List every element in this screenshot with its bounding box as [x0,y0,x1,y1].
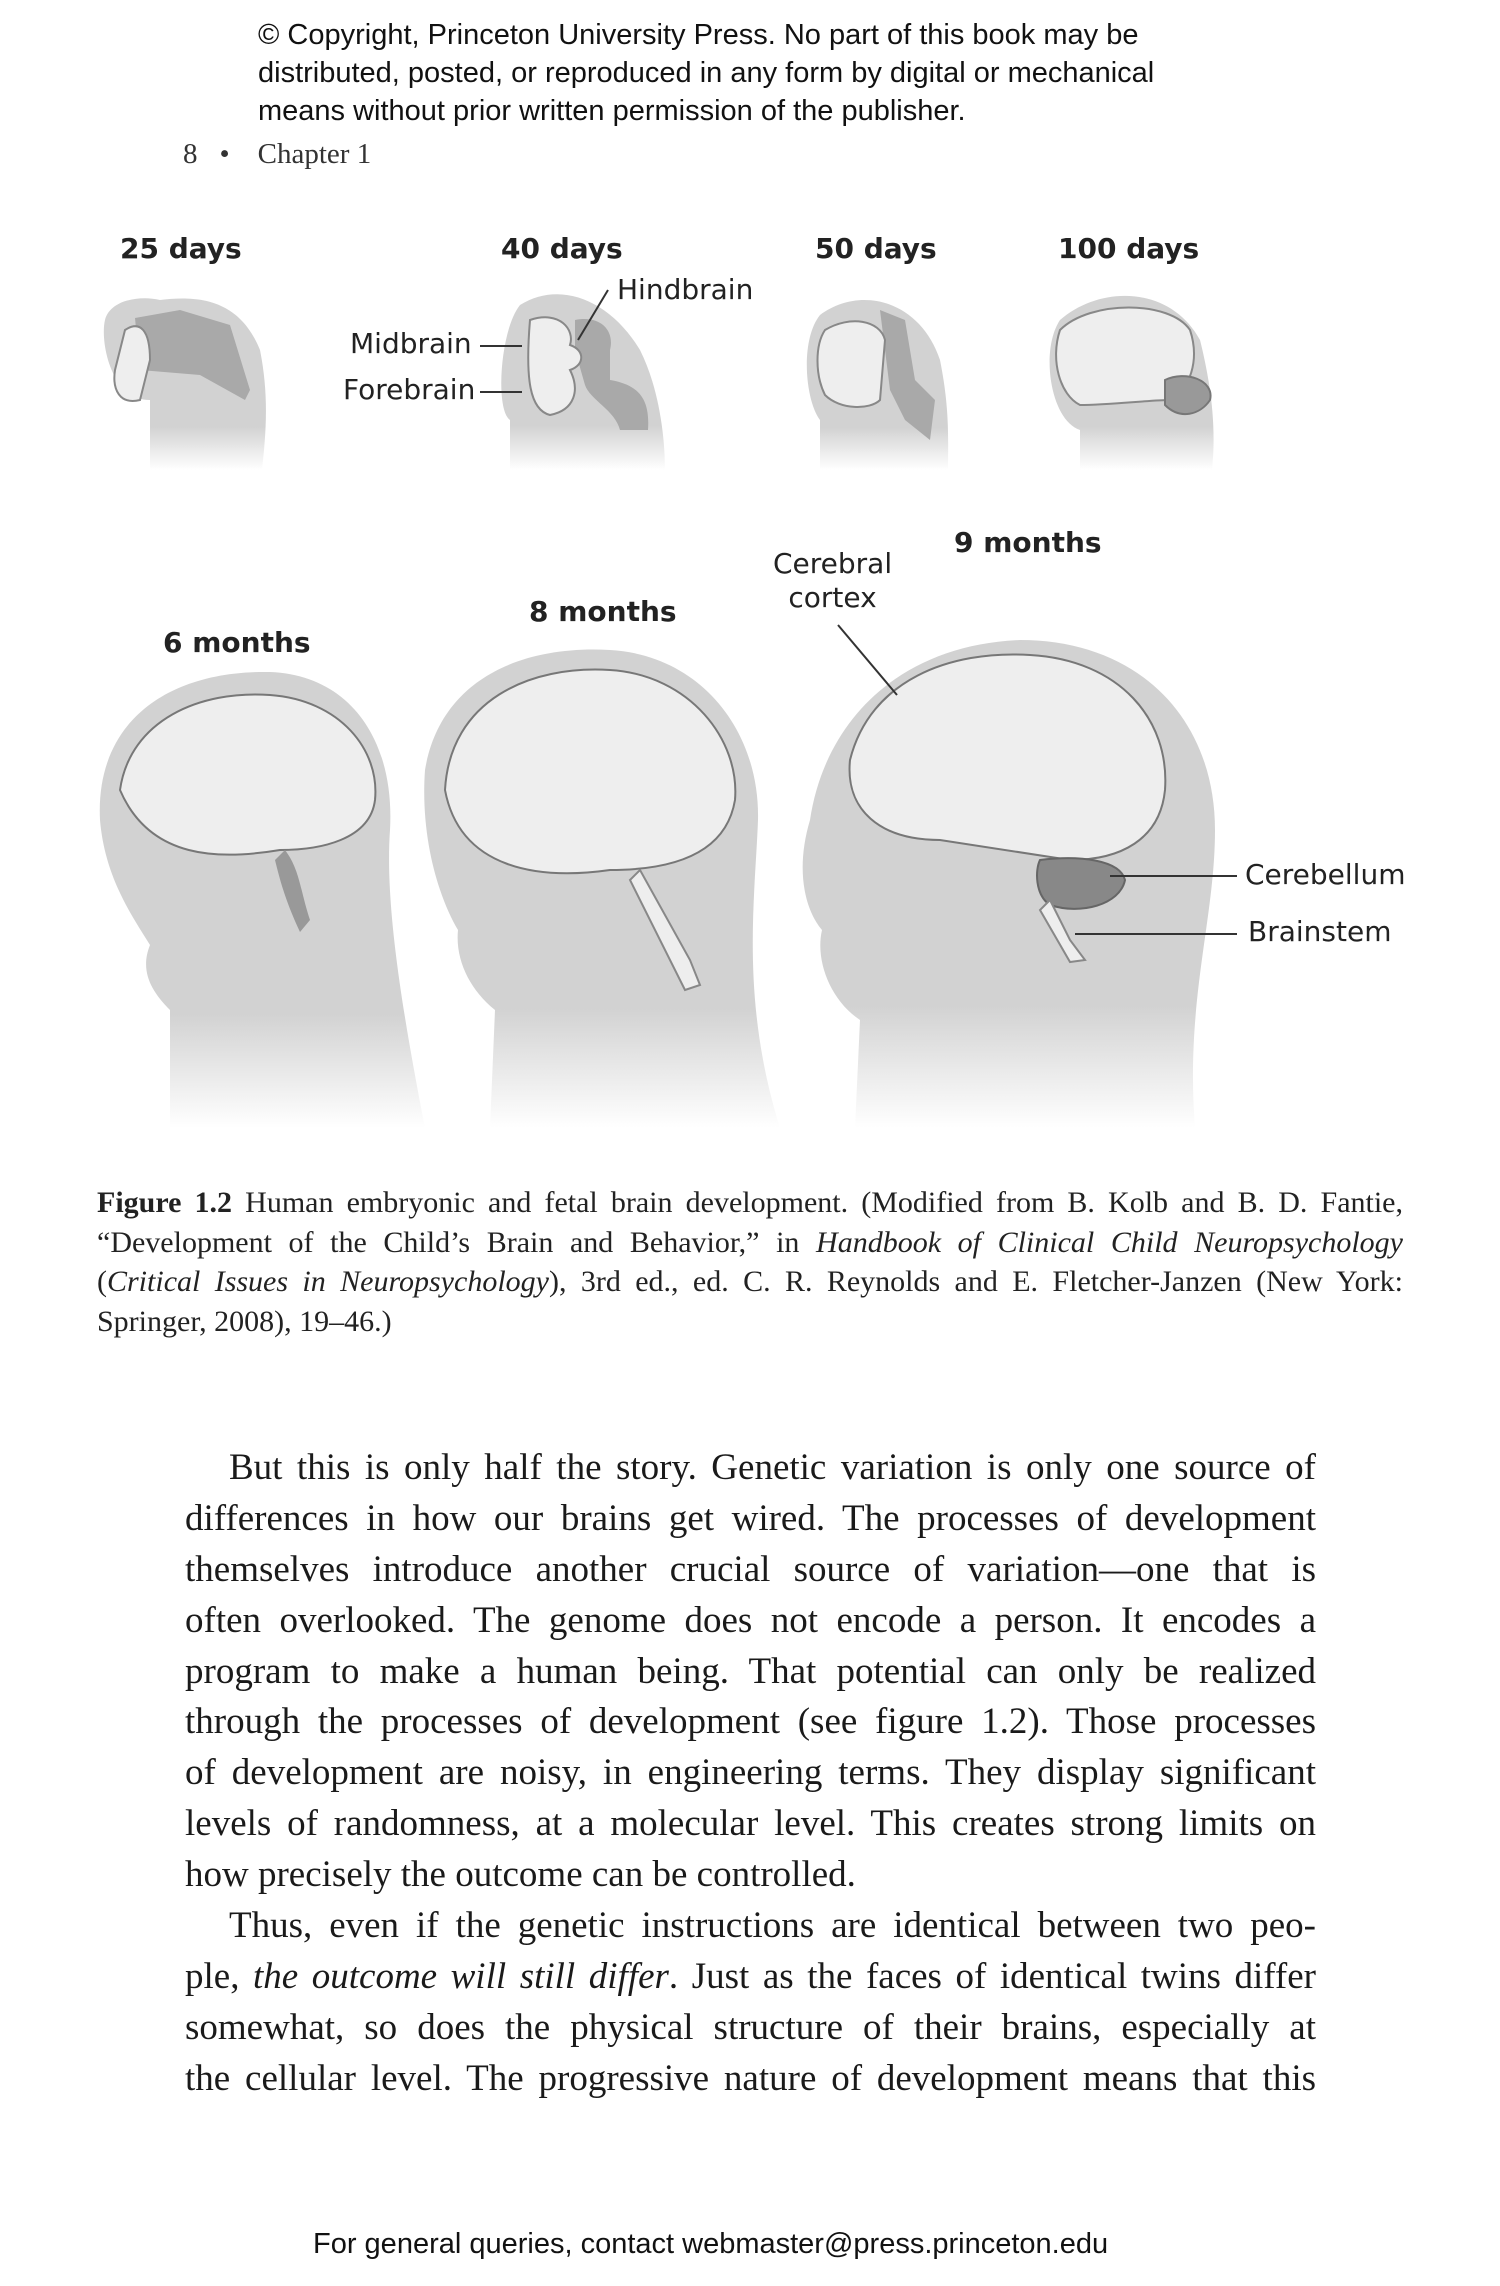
stage-label-6-months: 6 months [163,626,311,659]
caption-line [97,1223,1403,1263]
label-line: Cerebral [773,547,893,580]
body-line: Thus, even if the genetic instructions are identical between two peo- [229,1905,1316,1947]
footer-contact: For general queries, contact webmaster@press.princeton.edu [313,2228,1109,2260]
body-line: the cellular level. The progressive nature of development means that this [185,2057,1316,2099]
copyright-line: © Copyright, Princeton University Press. No part of this book may be [258,19,1139,51]
stage-label-50-days: 50 days [815,232,937,265]
caption-line [97,1262,1403,1302]
caption-book-title: Handbook of Clinical Child Neuropsychology [816,1225,1403,1259]
caption-line: Springer, 2008), 19–46.) [97,1304,392,1338]
caption-text: ), 3rd ed., ed. C. R. Reynolds and E. Fletcher-Janzen (New York: [548,1265,1403,1298]
figure-caption [97,1183,1403,1341]
bullet: • [219,138,230,170]
copyright-line: means without prior written permission of the publisher. [258,95,966,127]
label-line: cortex [788,581,877,614]
caption-text: “Development of the Child’s Brain and Behavior,” in [97,1225,817,1259]
body-emphasis: the outcome will still differ [253,1955,669,1997]
fetus-6-months [100,672,425,1128]
embryo-40-days [480,290,665,470]
stage-label-8-months: 8 months [529,595,677,628]
copyright-line: distributed, posted, or reproduced in any form by digital or mechanical [258,57,1155,89]
label-midbrain: Midbrain [350,327,472,360]
body-line [185,1952,1316,2003]
embryo-50-days [807,300,948,470]
stage-label-9-months: 9 months [954,526,1102,559]
label-forebrain: Forebrain [343,373,476,406]
stage-label-25-days: 25 days [120,232,242,265]
body-line: through the processes of development (see figure 1.2). Those processes [185,1701,1316,1743]
stage-label-100-days: 100 days [1058,232,1200,265]
chapter-title: Chapter 1 [257,138,372,170]
body-line: program to make a human being. That potential can only be realized [185,1650,1316,1692]
label-brainstem: Brainstem [1248,915,1392,948]
stage-label-40-days: 40 days [501,232,623,265]
body-line: somewhat, so does the physical structure of their brains, especially at [185,2006,1316,2048]
label-cerebellum: Cerebellum [1245,858,1406,891]
body-line: themselves introduce another crucial source of variation—one that is [185,1548,1316,1590]
label-cerebral-cortex [773,547,892,615]
body-text-span: ple, [185,1955,253,1997]
body-text-span: . Just as the faces of identical twins differ [668,1955,1316,1997]
embryo-25-days [104,298,266,470]
fetus-8-months [424,650,780,1128]
caption-text: Human embryonic and fetal brain development. (Modified from B. Kolb and B. D. Fantie, [232,1186,1404,1219]
body-line: of development are noisy, in engineering terms. They display significant [185,1752,1316,1794]
fetus-9-months [803,625,1237,1128]
brain-development-illustration [0,0,1500,1140]
caption-series-title: Critical Issues in Neuropsychology [107,1265,549,1298]
label-hindbrain: Hindbrain [617,273,754,306]
body-line: levels of randomness, at a molecular level. This creates strong limits on [185,1803,1316,1845]
body-line: But this is only half the story. Genetic variation is only one source of [229,1447,1316,1488]
body-text [185,1443,1316,2105]
caption-line [97,1183,1403,1223]
page-number: 8 [183,138,198,170]
body-line: differences in how our brains get wired. The processes of development [185,1497,1316,1539]
body-line: how precisely the outcome can be controlled. [185,1854,856,1896]
body-line: often overlooked. The genome does not encode a person. It encodes a [185,1599,1316,1641]
embryo-100-days [1050,296,1214,470]
caption-text: ( [97,1265,107,1298]
figure-label: Figure 1.2 [97,1186,233,1219]
